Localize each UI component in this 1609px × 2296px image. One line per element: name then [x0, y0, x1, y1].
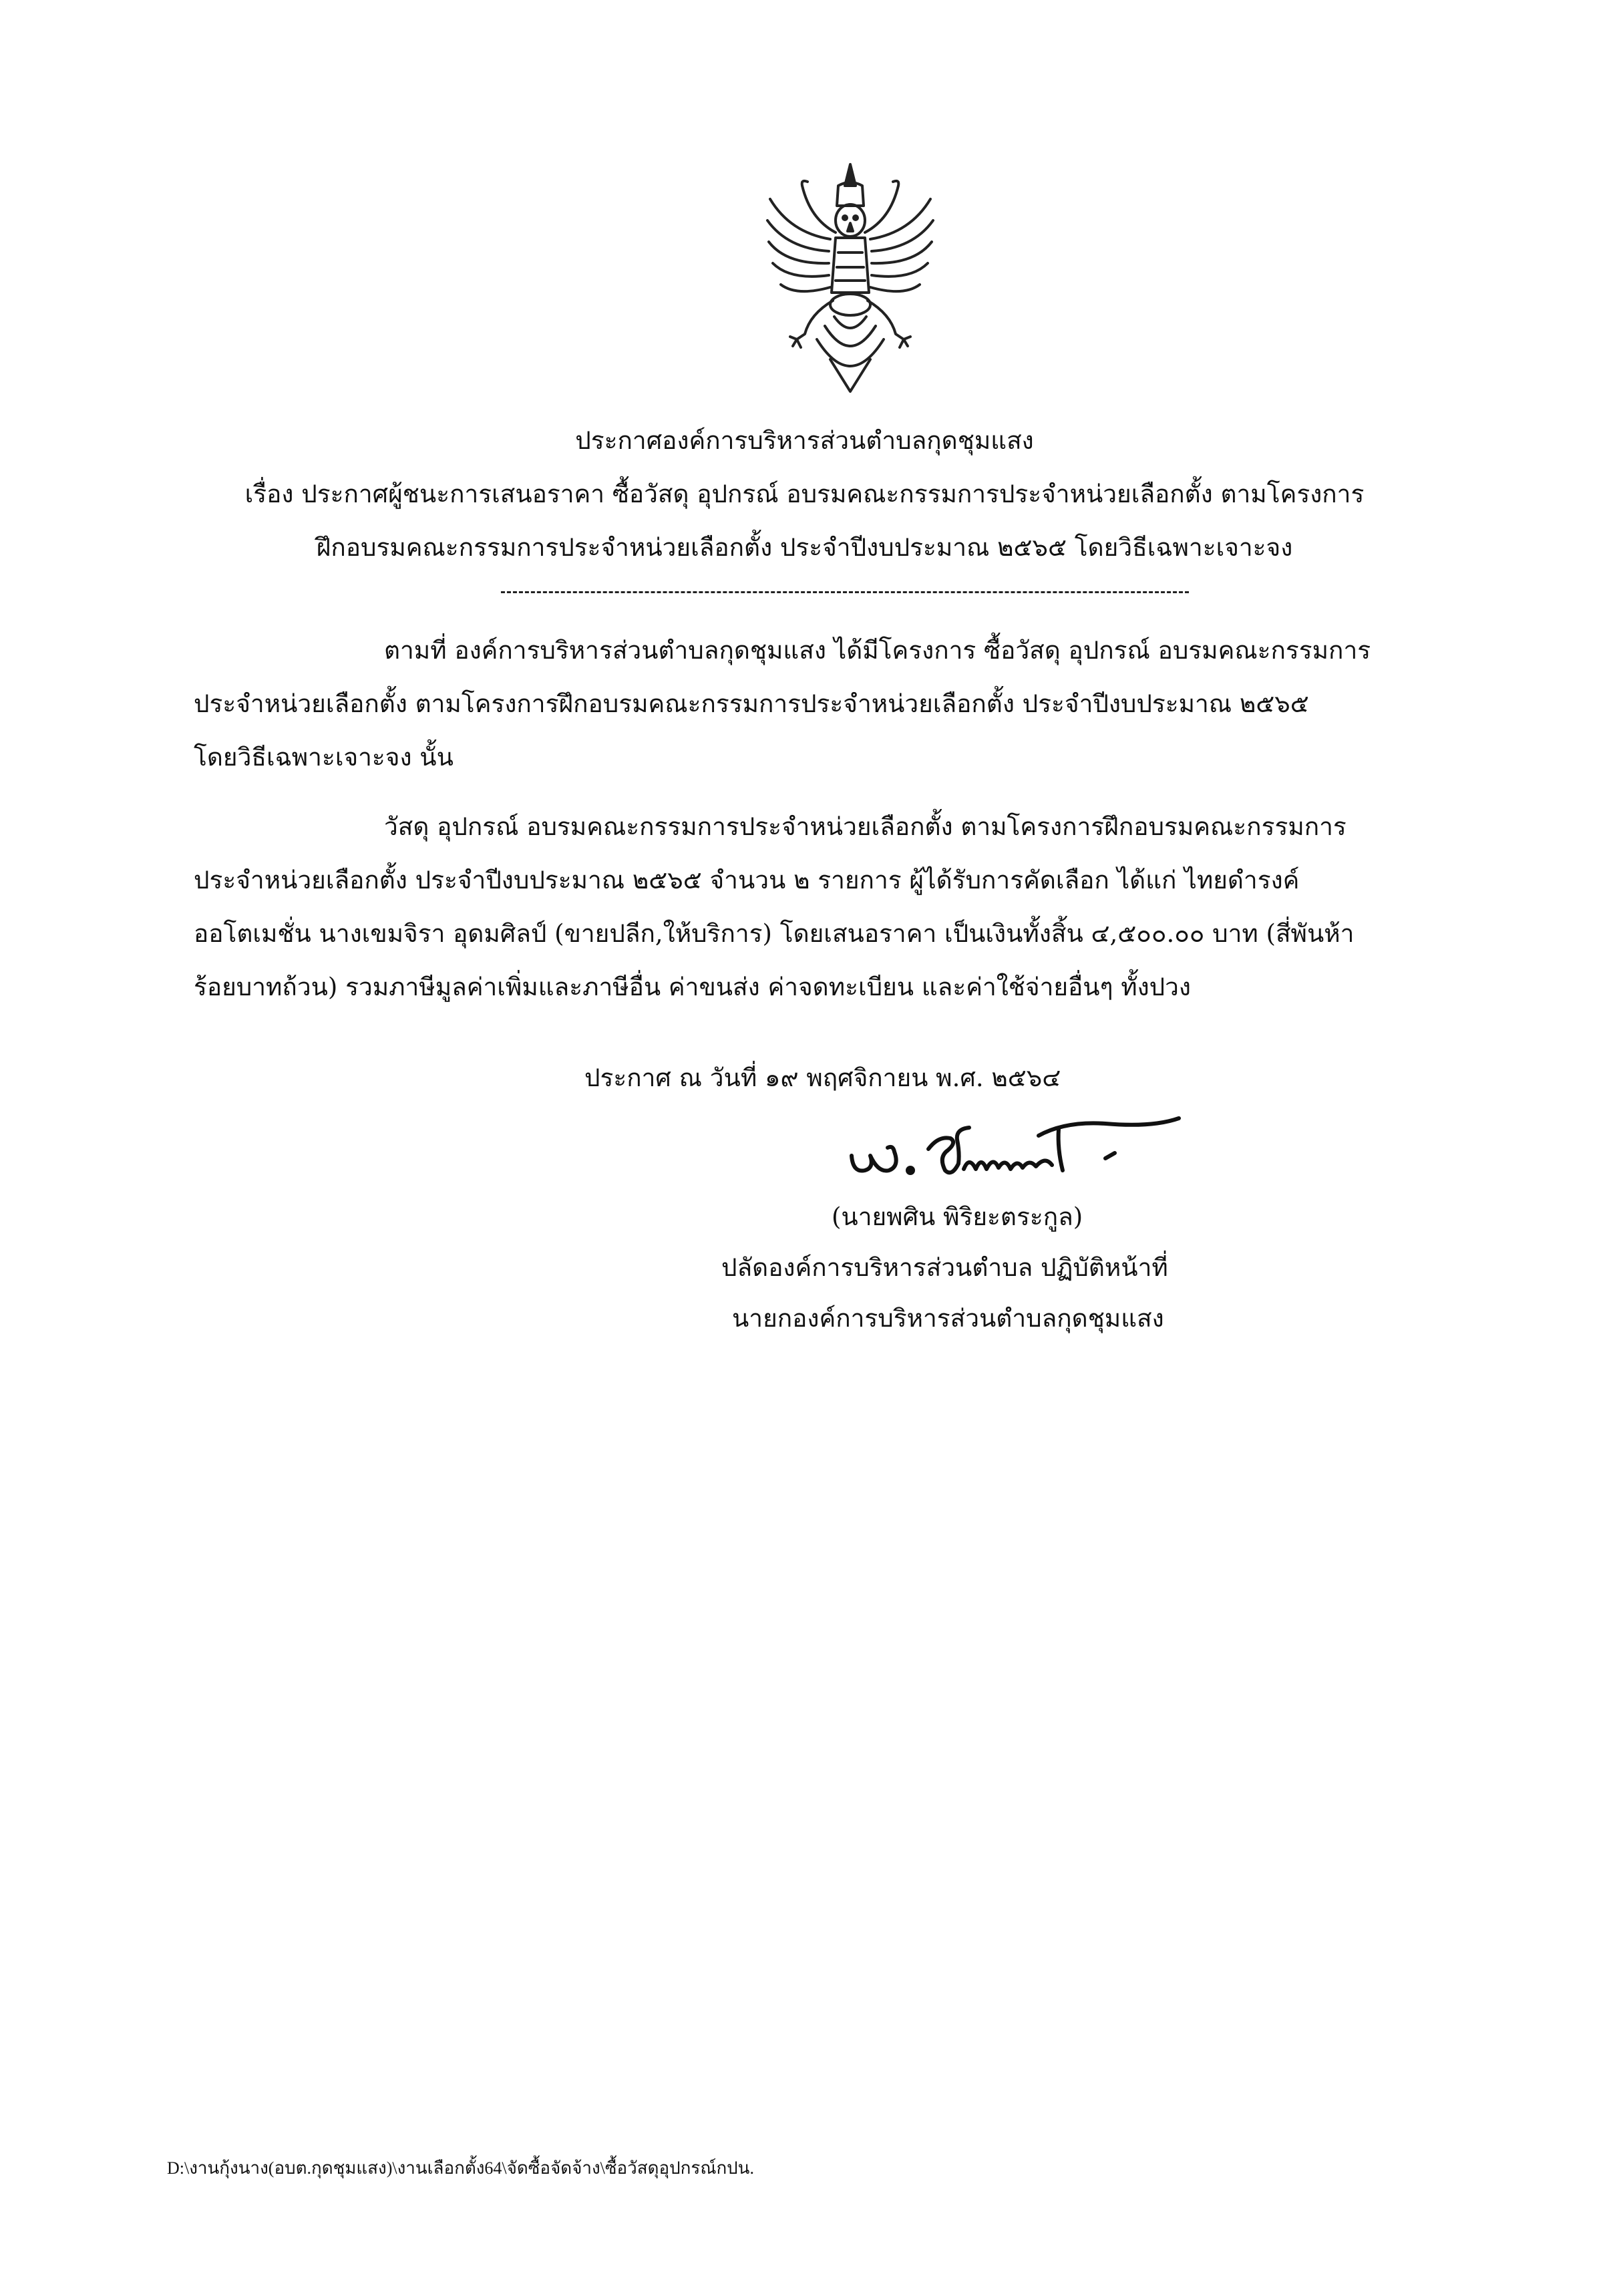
- signatory-position-1: ปลัดองค์การบริหารส่วนตำบล ปฏิบัติหน้าที่: [721, 1253, 1168, 1282]
- paragraph-1-line-1: ตามที่ องค์การบริหารส่วนตำบลกุดชุมแสง ได้มีโครงการ ซื้อวัสดุ อุปกรณ์ อบรมคณะกรรมการ: [384, 636, 1371, 665]
- signatory-name: (นายพศิน พิริยะตระกูล): [832, 1202, 1083, 1231]
- announcement-date: ประกาศ ณ วันที่ ๑๙ พฤศจิกายน พ.ศ. ๒๕๖๔: [584, 1063, 1061, 1092]
- handwritten-signature: [838, 1109, 1186, 1196]
- paragraph-1-line-2: ประจำหน่วยเลือกตั้ง ตามโครงการฝึกอบรมคณะกรรมการประจำหน่วยเลือกตั้ง ประจำปีงบประมาณ ๒๕๖๕: [194, 689, 1309, 718]
- paragraph-2-line-3: ออโตเมชั่น นางเขมจิรา อุดมศิลป์ (ขายปลีก,ให้บริการ) โดยเสนอราคา เป็นเงินทั้งสิ้น ๔,๕๐๐.๐๐ บาท (สี่พันห้า: [194, 919, 1355, 948]
- title-divider: [501, 591, 1189, 593]
- footer-file-path: D:\งานกุ้งนาง(อบต.กุดชุมแสง)\งานเลือกตั้ง64\จัดซื้อจัดจ้าง\ซื้อวัสดุอุปกรณ์กปน.: [167, 2158, 754, 2178]
- paragraph-2-line-2: ประจำหน่วยเลือกตั้ง ประจำปีงบประมาณ ๒๕๖๕ จำนวน ๒ รายการ ผู้ได้รับการคัดเลือก ได้แก่ ไทยดำรงค์: [194, 866, 1300, 894]
- paragraph-2-line-4: ร้อยบาทถ้วน) รวมภาษีมูลค่าเพิ่มและภาษีอื่น ค่าขนส่ง ค่าจดทะเบียน และค่าใช้จ่ายอื่นๆ ทั้งปวง: [194, 973, 1191, 1001]
- garuda-emblem-icon: [763, 159, 937, 399]
- subject-line-2: ฝึกอบรมคณะกรรมการประจำหน่วยเลือกตั้ง ประจำปีงบประมาณ ๒๕๖๕ โดยวิธีเฉพาะเจาะจง: [316, 533, 1293, 562]
- paragraph-2-line-1: วัสดุ อุปกรณ์ อบรมคณะกรรมการประจำหน่วยเลือกตั้ง ตามโครงการฝึกอบรมคณะกรรมการ: [384, 812, 1347, 841]
- subject-line-1: เรื่อง ประกาศผู้ชนะการเสนอราคา ซื้อวัสดุ อุปกรณ์ อบรมคณะกรรมการประจำหน่วยเลือกตั้ง ตามโครงการ: [244, 480, 1365, 508]
- signatory-position-2: นายกองค์การบริหารส่วนตำบลกุดชุมแสง: [732, 1304, 1164, 1333]
- paragraph-1-line-3: โดยวิธีเฉพาะเจาะจง นั้น: [194, 743, 454, 772]
- announcement-title: ประกาศองค์การบริหารส่วนตำบลกุดชุมแสง: [575, 426, 1034, 455]
